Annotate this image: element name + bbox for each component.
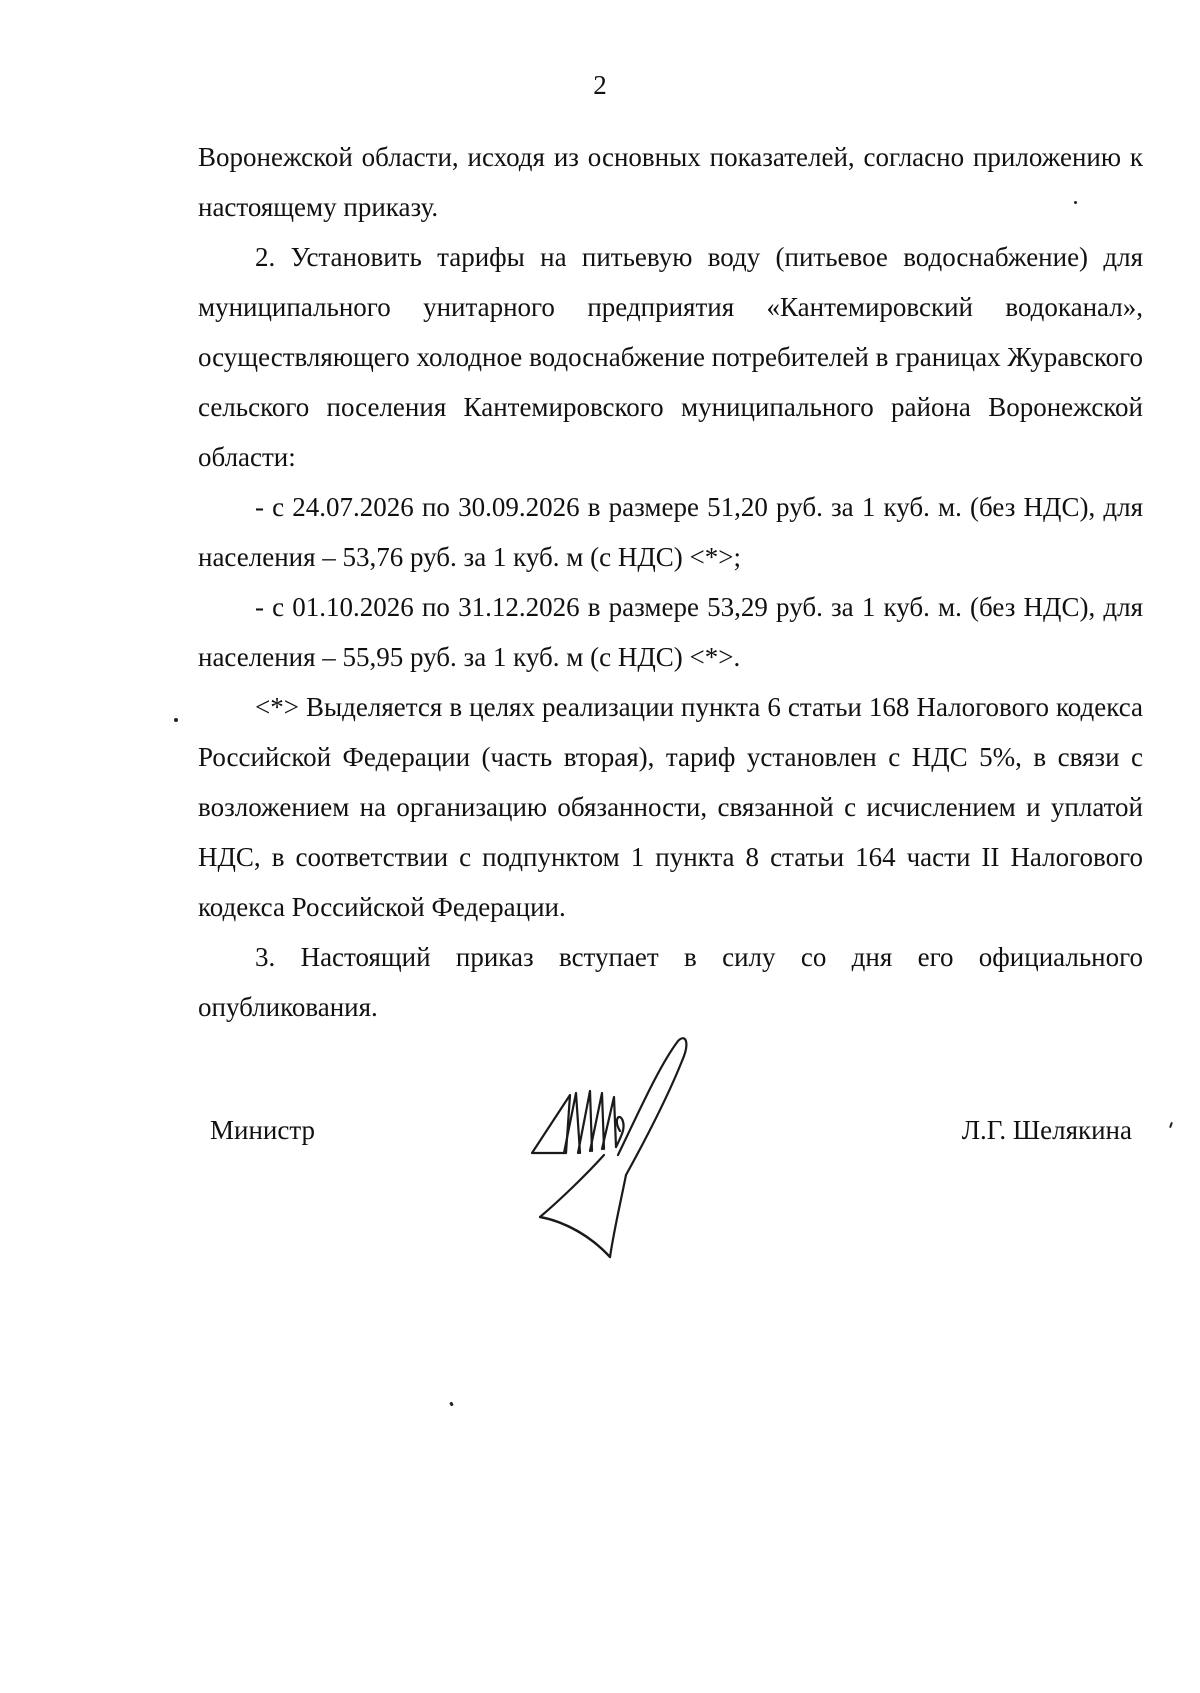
paragraph-item-3: 3. Настоящий приказ вступает в силу со дня его официального опубликования. <box>198 942 1143 1022</box>
page-number: 2 <box>593 70 607 100</box>
paragraph-item-2: 2. Установить тарифы на питьевую воду (питьевое водоснабжение) для муниципального унитарного предприятия «Кантемировский водоканал», осуществляющего холодное водоснабжение потребителей в границах Журавского сельского поселения Кантемировского муниципального района Воронежской области: <box>198 242 1143 472</box>
scan-speck <box>1074 201 1077 204</box>
paragraph-continuation: Воронежской области, исходя из основных показателей, согласно приложению к настоящему приказу. <box>198 142 1143 222</box>
signatory-name: Л.Г. Шелякина <box>961 1115 1132 1145</box>
footnote-vat: <*> Выделяется в целях реализации пункта 6 статьи 168 Налогового кодекса Российской Федерации (часть вторая), тариф установлен с НДС 5%, в связи с возложением на организацию обязанности, связанной с исчислением и уплатой НДС, в соответствии с подпунктом 1 пункта 8 статьи 164 части II Налогового кодекса Российской Федерации. <box>198 692 1143 922</box>
tariff-period-1: - с 24.07.2026 по 30.09.2026 в размере 51,20 руб. за 1 куб. м. (без НДС), для населения – 53,76 руб. за 1 куб. м (с НДС) <*>; <box>198 492 1143 572</box>
scan-speck <box>174 718 178 722</box>
document-body <box>198 132 1143 1032</box>
scan-speck <box>449 1402 454 1407</box>
handwritten-signature <box>530 1035 710 1260</box>
signatory-title: Министр <box>210 1115 315 1145</box>
tariff-period-2: - с 01.10.2026 по 31.12.2026 в размере 53,29 руб. за 1 куб. м. (без НДС), для населения – 55,95 руб. за 1 куб. м (с НДС) <*>. <box>198 592 1143 672</box>
